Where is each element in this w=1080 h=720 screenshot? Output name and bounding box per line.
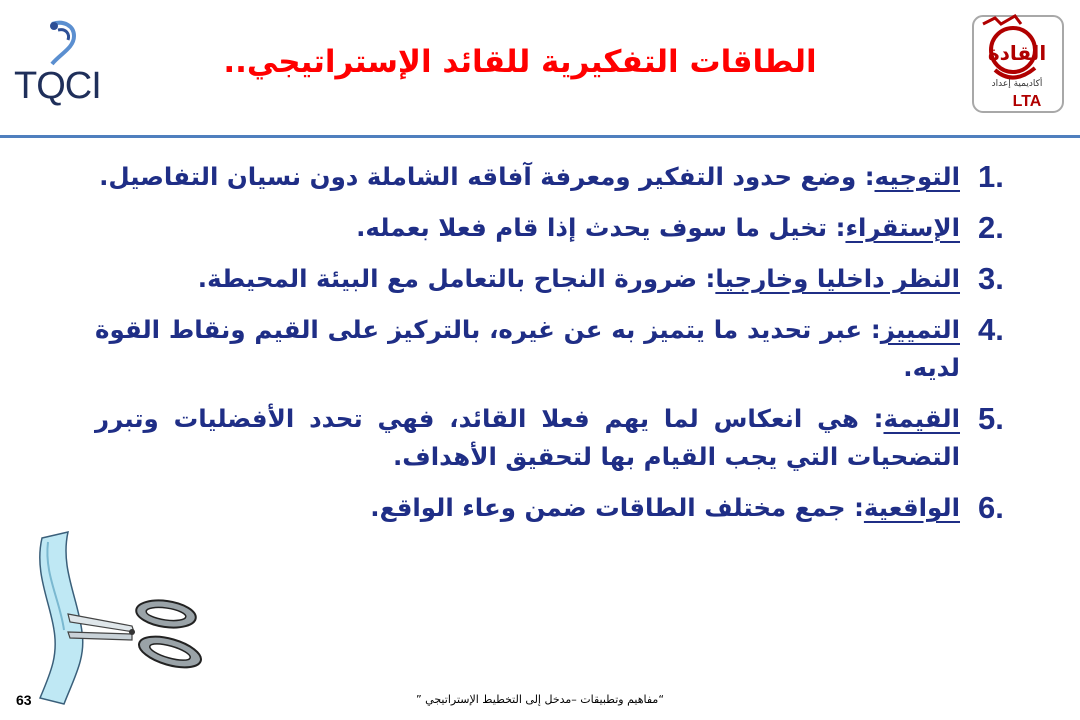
list-item	[95, 311, 1040, 387]
list-item	[95, 260, 1040, 298]
list-item	[95, 158, 1040, 196]
item-number: 2.	[978, 210, 1004, 245]
item-text: : جمع مختلف الطاقات ضمن وعاء الواقع.	[370, 493, 864, 522]
academy-logo-latin-text: LTA	[1012, 93, 1042, 110]
item-number: 6.	[978, 490, 1004, 525]
footer-text: “مفاهيم وتطبيقات –مدخل إلى التخطيط الإستراتيجي ”	[415, 693, 665, 706]
item-text: : تخيل ما سوف يحدث إذا قام فعلا بعمله.	[356, 213, 846, 242]
scissors-icon	[20, 528, 215, 708]
item-term: التوجيه	[874, 162, 960, 191]
academy-logo-sub-text: أكاديمية إعداد	[991, 79, 1043, 89]
item-term: الواقعية	[863, 493, 960, 522]
item-text: : هي انعكاس لما يهم فعلا القائد، فهي تحدد الأفضليات وتبرر التضحيات التي يجب القيام بها لتحقيق الأهداف.	[95, 404, 960, 471]
list-item	[95, 400, 1040, 476]
item-term: الإستقراء	[845, 213, 960, 242]
item-number: 4.	[978, 312, 1004, 347]
tqci-logo-text: TQCI	[14, 65, 101, 107]
list-item	[95, 489, 1040, 527]
item-term: التمييز	[880, 315, 960, 344]
item-number: 5.	[978, 401, 1004, 436]
item-text: : عبر تحديد ما يتميز به عن غيره، بالتركيز على القيم ونقاط القوة لديه.	[95, 315, 960, 382]
item-term: القيمة	[883, 404, 960, 433]
academy-logo	[965, 10, 1075, 120]
tqci-logo	[12, 18, 122, 118]
slide-title: الطاقات التفكيرية للقائد الإستراتيجي..	[223, 44, 817, 80]
satellite-arc-logo-icon	[50, 22, 74, 64]
academy-logo-main-text: القادة	[987, 41, 1047, 65]
page-number: 63	[16, 692, 32, 708]
title-divider	[0, 135, 1080, 138]
list-item	[95, 209, 1040, 247]
item-number: 3.	[978, 261, 1004, 296]
item-text: : وضع حدود التفكير ومعرفة آفاقه الشاملة دون نسيان التفاصيل.	[99, 162, 875, 191]
item-text: : ضرورة النجاح بالتعامل مع البيئة المحيطة.	[197, 264, 716, 293]
item-term: النظر داخليا وخارجيا	[715, 264, 960, 293]
energies-list	[95, 158, 1040, 540]
item-number: 1.	[978, 159, 1004, 194]
